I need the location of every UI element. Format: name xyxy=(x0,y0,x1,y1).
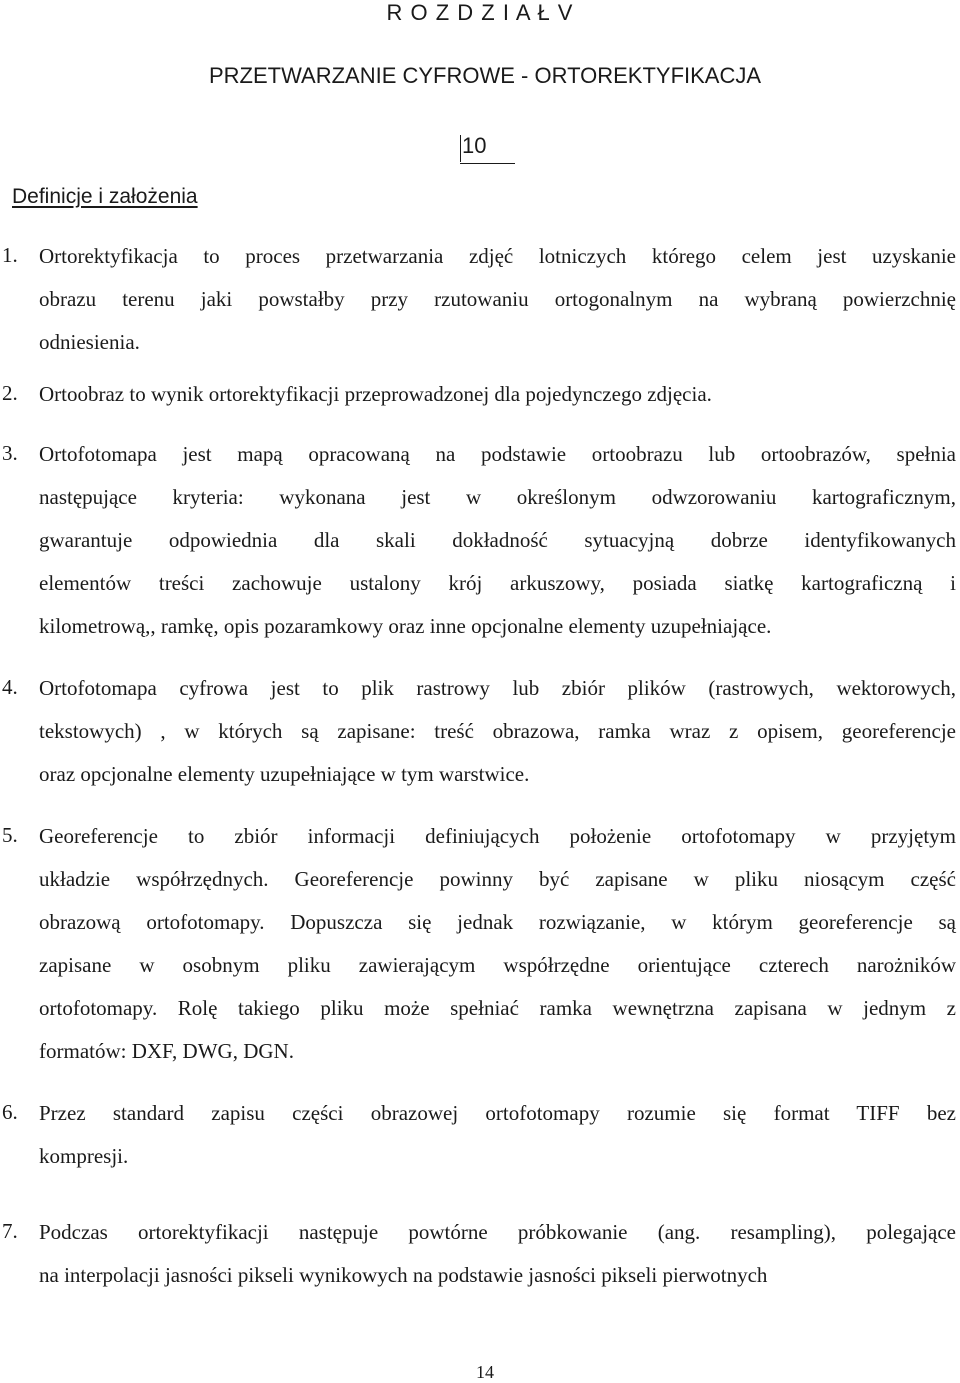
item-line: oraz opcjonalne elementy uzupełniające w tym warstwice. xyxy=(39,762,530,786)
item-line: gwarantuje odpowiednia dla skali dokładność sytuacyjną dobrze identyfikowanych xyxy=(39,528,956,552)
item-line: Ortoobraz to wynik ortorektyfikacji przeprowadzonej dla pojedynczego zdjęcia. xyxy=(39,382,712,406)
item-line: obrazową ortofotomapy. Dopuszcza się jednak rozwiązanie, w którym georeferencje są xyxy=(39,910,956,934)
item-line: formatów: DXF, DWG, DGN. xyxy=(39,1039,294,1063)
item-line: elementów treści zachowuje ustalony krój arkuszowy, posiada siatkę kartograficzną i xyxy=(39,571,956,595)
chapter-heading: R O Z D Z I A Ł V xyxy=(386,0,574,25)
subheading: Definicje i założenia xyxy=(12,185,198,208)
item-line: obrazu terenu jaki powstałby przy rzutowaniu ortogonalnym na wybraną powierzchnię xyxy=(39,287,956,311)
page-title: PRZETWARZANIE CYFROWE - ORTOREKTYFIKACJA xyxy=(208,63,762,88)
item-line: zapisane w osobnym pliku zawierającym współrzędne orientujące czterech narożników xyxy=(39,953,956,977)
item-number: 3. xyxy=(2,441,18,465)
item-line: Ortofotomapa jest mapą opracowaną na podstawie ortoobrazu lub ortoobrazów, spełnia xyxy=(39,442,956,466)
item-number: 2. xyxy=(2,381,18,405)
section-number xyxy=(462,133,486,159)
item-number: 1. xyxy=(2,243,18,267)
item-line: następujące kryteria: wykonana jest w określonym odwzorowaniu kartograficznym, xyxy=(39,485,956,509)
item-line: Podczas ortorektyfikacji następuje powtórne próbkowanie (ang. resampling), polegające xyxy=(39,1220,956,1244)
item-line: Georeferencje to zbiór informacji definiujących położenie ortofotomapy w przyjętym xyxy=(39,824,956,848)
section-number-text: 10 xyxy=(462,133,487,158)
item-line: Przez standard zapisu części obrazowej ortofotomapy rozumie się format TIFF bez xyxy=(39,1101,956,1125)
item-line: kompresji. xyxy=(39,1144,129,1168)
item-number: 5. xyxy=(2,823,18,847)
item-line: odniesienia. xyxy=(39,330,140,354)
item-line: na interpolacji jasności pikseli wynikowych na podstawie jasności pikseli pierwotnych xyxy=(39,1263,768,1287)
page-number: 14 xyxy=(476,1362,494,1382)
item-number: 4. xyxy=(2,675,18,699)
item-line: układzie współrzędnych. Georeferencje powinny być zapisane w pliku niosącym część xyxy=(39,867,956,891)
item-line: Ortofotomapa cyfrowa jest to plik rastrowy lub zbiór plików (rastrowych, wektorowych, xyxy=(39,676,956,700)
item-line: ortofotomapy. Rolę takiego pliku może spełniać ramka wewnętrzna zapisana w jednym z xyxy=(39,996,956,1020)
item-number: 7. xyxy=(2,1219,18,1243)
item-line: tekstowych) , w których są zapisane: treść obrazowa, ramka wraz z opisem, georeferencje xyxy=(39,719,956,743)
item-line: Ortorektyfikacja to proces przetwarzania zdjęć lotniczych którego celem jest uzyskanie xyxy=(39,244,956,268)
item-line: kilometrową,, ramkę, opis pozaramkowy oraz inne opcjonalne elementy uzupełniające. xyxy=(39,614,772,638)
item-number: 6. xyxy=(2,1100,18,1124)
